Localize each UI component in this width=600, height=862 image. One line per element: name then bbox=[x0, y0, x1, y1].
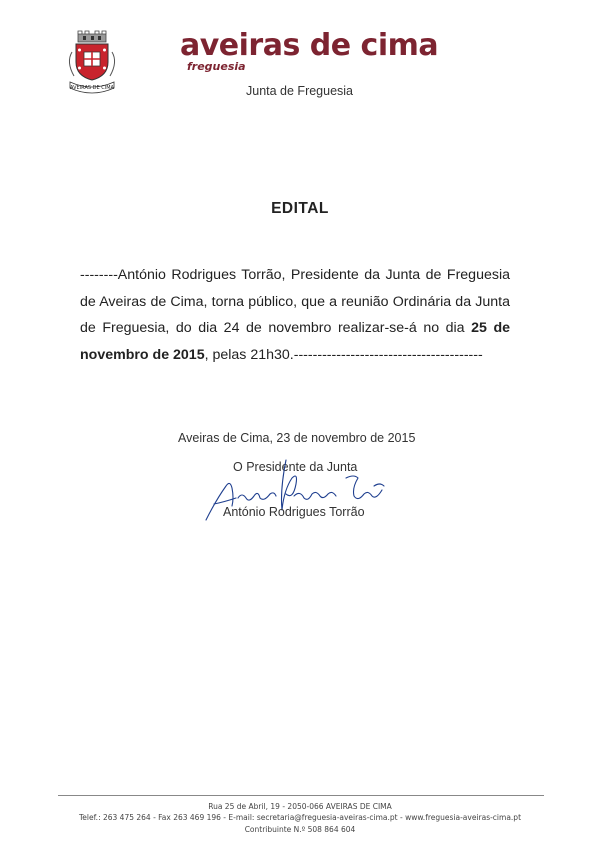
footer-nif: Contribuinte N.º 508 864 604 bbox=[244, 825, 356, 834]
institution-name: Junta de Freguesia bbox=[246, 84, 354, 98]
brand-subtitle: freguesia bbox=[187, 60, 246, 73]
signatory-name: António Rodrigues Torrão bbox=[223, 505, 365, 519]
coat-of-arms-icon bbox=[64, 30, 120, 98]
signatory-role: O Presidente da Junta bbox=[233, 460, 358, 474]
footer-contacts: Telef.: 263 475 264 - Fax 263 469 196 - E-mail: secretaria@freguesia-aveiras-cima.pt - www.freguesia-aveiras-cima.pt bbox=[78, 813, 522, 822]
brand-title: aveiras de cima bbox=[180, 28, 439, 63]
footer-divider bbox=[58, 795, 544, 796]
footer-address: Rua 25 de Abril, 19 - 2050-066 AVEIRAS DE CIMA bbox=[208, 802, 392, 811]
body-text-part2: , pelas 21h30.---------------------------------------- bbox=[204, 346, 483, 363]
document-title: EDITAL bbox=[271, 200, 329, 217]
body-text-date: 25 de novembro de 2015 bbox=[80, 320, 511, 363]
place-date: Aveiras de Cima, 23 de novembro de 2015 bbox=[178, 431, 416, 445]
crest-ribbon-text: AVEIRAS DE CIMA bbox=[70, 85, 114, 91]
body-text-part1: --------António Rodrigues Torrão, Presidente da Junta de Freguesia de Aveiras de Cima, torna público, que a reunião Ordinária da Junta de Freguesia, do dia 24 de novembro realizar-se-á no dia bbox=[80, 267, 510, 336]
body-paragraph bbox=[80, 262, 510, 368]
brand-logo bbox=[180, 28, 440, 76]
